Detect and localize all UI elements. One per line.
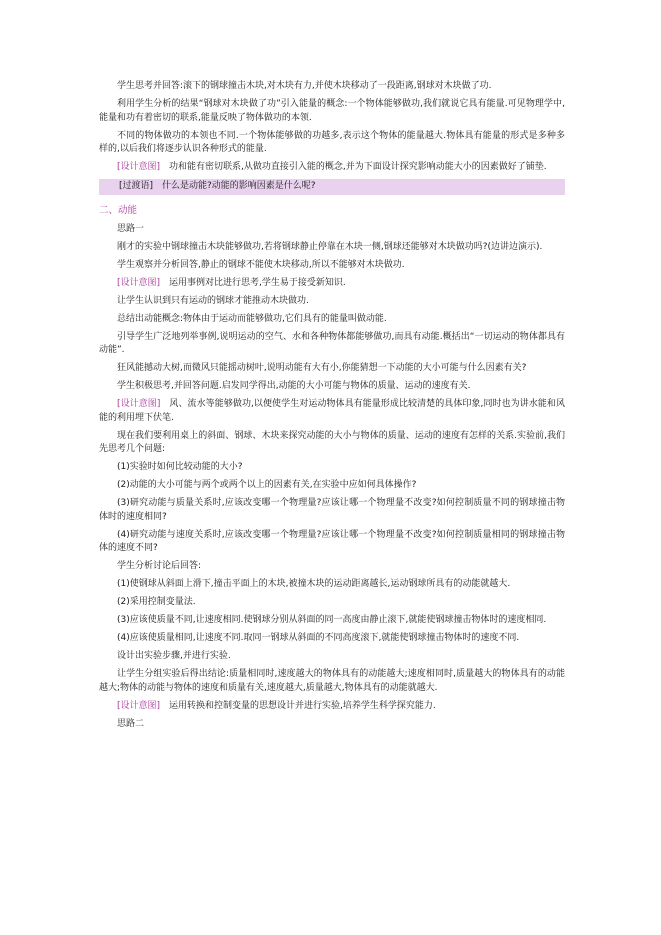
design-intent-tag: [设计意图] xyxy=(117,162,161,173)
transition-tag: [过渡语] xyxy=(119,181,154,192)
question-item: (4)研究动能与速度关系时,应该改变哪一个物理量?应该让哪一个物理量不改变?如何控制质量相同的钢球撞击物体的速度不同? xyxy=(99,529,565,554)
paragraph: 利用学生分析的结果“钢球对木块做了功”引入能量的概念:一个物体能够做功,我们就说它具有能量.可见物理学中,能量和功有着密切的联系,能量反映了物体做功的本领. xyxy=(99,98,565,123)
paragraph: 学生积极思考,并回答问题.启发同学得出,动能的大小可能与物体的质量、运动的速度有关. xyxy=(117,381,471,392)
design-intent-tag: [设计意图] xyxy=(117,700,161,711)
idea-label: 思路一 xyxy=(117,223,145,234)
paragraph: 学生分析讨论后回答: xyxy=(117,561,202,572)
paragraph: 不同的物体做功的本领也不同.一个物体能够做的功越多,表示这个物体的能量越大.物体具有能量的形式是多种多样的,以后我们将逐步认识各种形式的能量. xyxy=(99,130,565,155)
lesson-content xyxy=(99,80,565,732)
answer-item: (3)应该使质量不同,让速度相同.使钢球分别从斜面的同一高度由静止滚下,就能使钢球撞击物体时的速度相同. xyxy=(117,615,547,626)
paragraph: 让学生认识到只有运动的钢球才能推动木块做功. xyxy=(117,295,309,306)
idea-label: 思路二 xyxy=(117,718,145,729)
design-intent-note xyxy=(99,161,565,175)
paragraph: 设计出实验步骤,并进行实验. xyxy=(117,651,231,662)
transition-text: 什么是动能?动能的影响因素是什么呢? xyxy=(162,181,316,192)
design-intent-tag: [设计意图] xyxy=(117,277,161,288)
question-item: (3)研究动能与质量关系时,应该改变哪一个物理量?应该让哪一个物理量不改变?如何控制质量不同的钢球撞击物体时的速度相同? xyxy=(99,498,565,522)
paragraph: 学生思考并回答:滚下的钢球撞击木块,对木块有力,并使木块移动了一段距离,钢球对木块做了功. xyxy=(117,81,492,91)
section-heading: 二、动能 xyxy=(99,204,138,216)
paragraph: 引导学生广泛地列举事例,说明运动的空气、水和各种物体都能够做功,而具有动能.概括出“一切运动的物体都具有动能”. xyxy=(99,331,565,356)
answer-item: (1)使钢球从斜面上滑下,撞击平面上的木块,被撞木块的运动距离越长,运动钢球所具有的动能就越大. xyxy=(117,579,511,590)
design-intent-text: 功和能有密切联系,从做功直接引入能的概念,并为下面设计探究影响动能大小的因素做好了铺垫. xyxy=(169,162,547,173)
design-intent-note xyxy=(99,398,565,425)
paragraph: 狂风能撼动大树,而微风只能摇动树叶,说明动能有大有小,你能猜想一下动能的大小可能与什么因素有关? xyxy=(117,363,527,374)
paragraph: 让学生分组实验后得出结论:质量相同时,速度越大的物体具有的动能越大;速度相同时,质量越大的物体具有的动能越大;物体的动能与物体的速度和质量有关,速度越大,质量越大,物体具有的动能就越大. xyxy=(99,669,565,693)
design-intent-note xyxy=(99,277,565,291)
question-item: (1)实验时如何比较动能的大小? xyxy=(117,462,243,473)
design-intent-text: 运用转换和控制变量的思想设计并进行实验,培养学生科学探究能力. xyxy=(169,700,436,711)
design-intent-note xyxy=(99,700,565,714)
transition-bar xyxy=(99,179,565,195)
question-item: (2)动能的大小可能与两个或两个以上的因素有关,在实验中应如何具体操作? xyxy=(117,480,417,491)
paragraph: 现在我们要利用桌上的斜面、钢球、木块来探究动能的大小与物体的质量、运动的速度有怎样的关系.实验前,我们先思考几个问题: xyxy=(99,430,565,455)
design-intent-text: 运用事例对比进行思考,学生易于接受新知识. xyxy=(169,277,346,288)
answer-item: (2)采用控制变量法. xyxy=(117,597,196,608)
paragraph: 刚才的实验中钢球撞击木块能够做功,若将钢球静止停靠在木块一侧,钢球还能够对木块做功吗?(边讲边演示). xyxy=(117,241,543,252)
design-intent-text: 风、流水等能够做功,以便使学生对运动物体具有能量形成比较清楚的具体印象,同时也为讲水能和风能的利用埋下伏笔. xyxy=(99,399,565,423)
paragraph: 总结出动能概念:物体由于运动而能够做功,它们具有的能量叫做动能. xyxy=(117,313,387,324)
paragraph: 学生观察并分析回答,静止的钢球不能使木块移动,所以不能够对木块做功. xyxy=(117,259,405,270)
design-intent-tag: [设计意图] xyxy=(117,399,161,410)
answer-item: (4)应该使质量相同,让速度不同.取同一钢球从斜面的不同高度滚下,就能使钢球撞击物体时的速度不同. xyxy=(117,633,520,644)
